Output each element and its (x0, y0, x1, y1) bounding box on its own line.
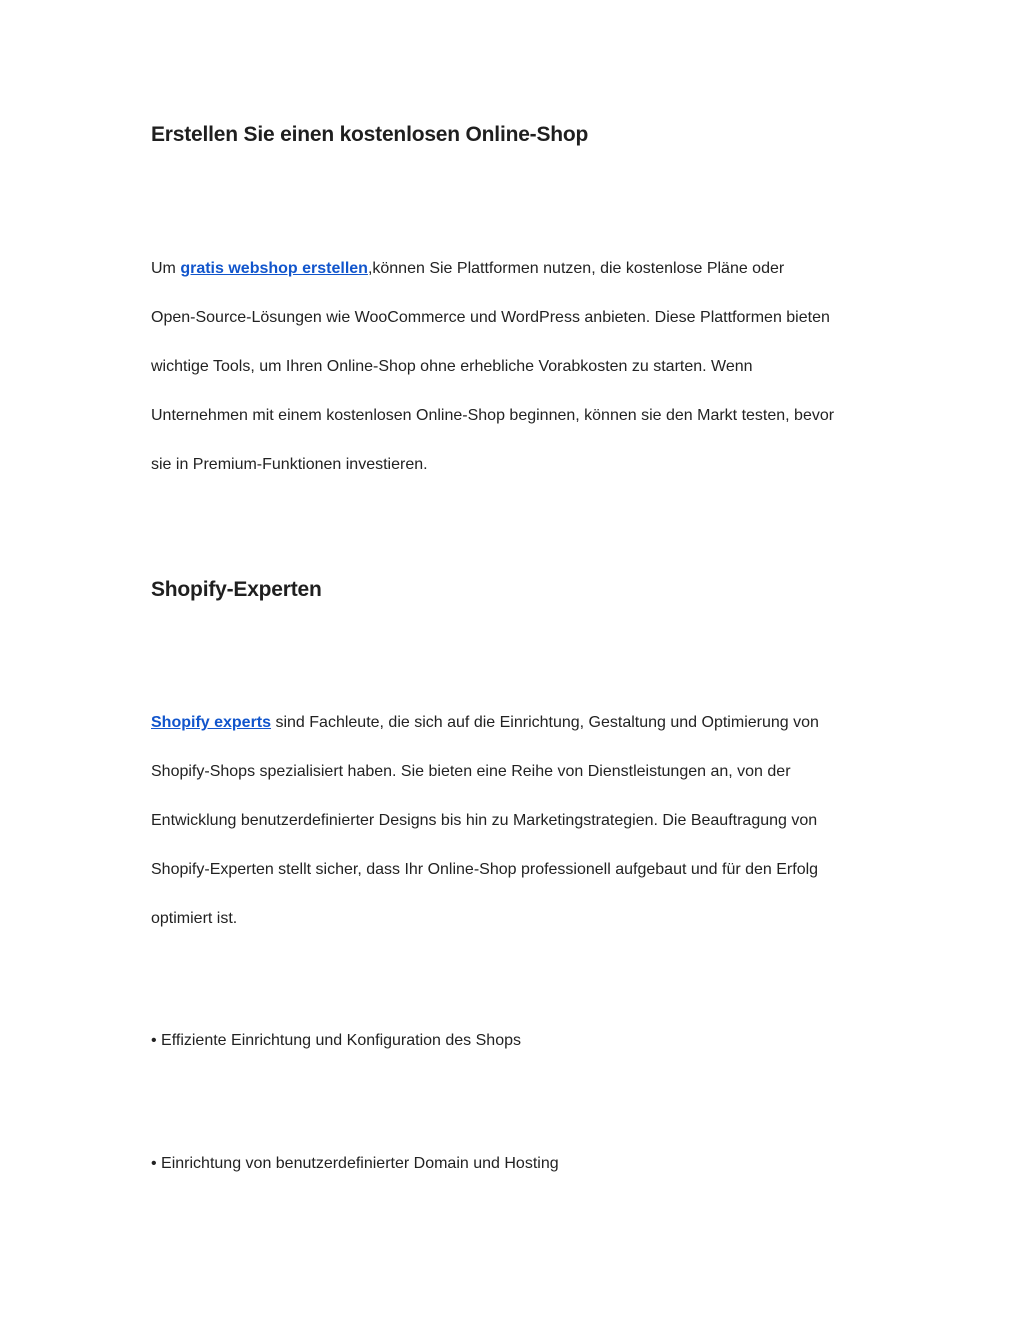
paragraph-line (151, 244, 891, 293)
paragraph-free-shop (151, 244, 891, 489)
bullet-item: • Effiziente Einrichtung und Konfiguration des Shops (151, 1032, 521, 1049)
paragraph-line: Entwicklung benutzerdefinierter Designs bis hin zu Marketingstrategien. Die Beauftragung von (151, 812, 818, 829)
paragraph-line: wichtige Tools, um Ihren Online-Shop ohne erhebliche Vorabkosten zu starten. Wenn (151, 358, 753, 375)
paragraph-text: Um (151, 260, 181, 277)
bullet-item: • Einrichtung von benutzerdefinierter Domain und Hosting (151, 1155, 559, 1172)
paragraph-text: sind Fachleute, die sich auf die Einrichtung, Gestaltung und Optimierung von (271, 714, 819, 731)
paragraph-line: Open-Source-Lösungen wie WooCommerce und WordPress anbieten. Diese Plattformen bieten (151, 309, 830, 326)
paragraph-line: Unternehmen mit einem kostenlosen Online-Shop beginnen, können sie den Markt testen, bevor (151, 407, 835, 424)
link-gratis-webshop-erstellen[interactable]: gratis webshop erstellen (180, 260, 368, 277)
link-shopify-experts[interactable]: Shopify experts (151, 714, 272, 731)
paragraph-line: sie in Premium-Funktionen investieren. (151, 456, 428, 473)
paragraph-line (151, 698, 891, 747)
section-heading-shopify-experts: Shopify-Experten (151, 578, 322, 601)
paragraph-line: Shopify-Experten stellt sicher, dass Ihr Online-Shop professionell aufgebaut und für den Erfolg (151, 861, 819, 878)
paragraph-line: optimiert ist. (151, 910, 238, 927)
paragraph-text: ,können Sie Plattformen nutzen, die kostenlose Pläne oder (367, 260, 785, 277)
paragraph-line: Shopify-Shops spezialisiert haben. Sie bieten eine Reihe von Dienstleistungen an, von der (151, 763, 791, 780)
paragraph-shopify-experts (151, 698, 891, 943)
section-heading-free-shop: Erstellen Sie einen kostenlosen Online-Shop (151, 123, 589, 146)
